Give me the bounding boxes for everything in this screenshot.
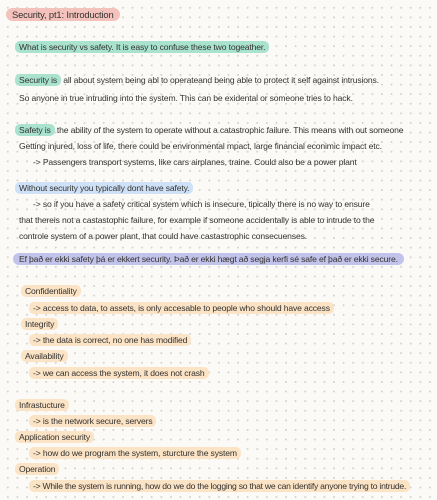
catastrophic-text: that thereis not a castastophic failure, for example if someone accidentally is able to intrude to the — [19, 215, 375, 225]
note-line-infrastructure — [19, 400, 69, 411]
note-line-application-security — [19, 432, 94, 443]
application-security-description: -> how do we program the system, sturcture the system — [29, 447, 241, 459]
note-line-availability-desc — [33, 368, 209, 379]
note-line-safety-question — [19, 42, 269, 53]
note-line-integrity-desc — [33, 335, 191, 346]
note-line-security-cont — [19, 93, 353, 104]
highlight-icelandic-note: Ef það er ekki safety þá er ekkert security. Það er ekki hægt að segja kerfi sé safe ef það er ekki secure. — [13, 253, 404, 265]
note-line-infrastructure-desc — [33, 416, 156, 427]
note-line-availability — [25, 351, 68, 362]
heading-operation: Operation — [15, 463, 59, 475]
note-line-security-def — [19, 75, 379, 86]
security-continuation-text: So anyone in true intruding into the system. This can be exidental or someone tries to hack. — [19, 93, 353, 103]
consequences-text: controle system of a power plant, that could have castastrophic consecuenses. — [19, 231, 307, 241]
infrastructure-description: -> is the network secure, servers — [29, 415, 156, 427]
safety-example-text: -> Passengers transport systems, like cars airplanes, traine. Could also be a power plant — [33, 157, 357, 167]
heading-integrity: Integrity — [21, 318, 58, 330]
note-line-operation — [19, 464, 59, 475]
note-line-critical-system — [33, 199, 370, 210]
heading-infrastructure: Infrastucture — [15, 399, 69, 411]
heading-confidentiality: Confidentiality — [21, 285, 81, 297]
note-line-catastrophic — [19, 215, 374, 226]
confidentiality-description: -> access to data, to assets, is only accesable to people who should have access — [29, 302, 334, 314]
safety-impact-text: Getting injured, loss of life, there could be environmental mpact, large financial econimic impact etc. — [19, 141, 382, 151]
note-line-confidentiality — [25, 286, 81, 297]
highlight-safety-term: Safety is — [15, 124, 55, 136]
safety-definition-text: the ability of the system to operate without a catastrophic failure. This means with out someone — [54, 125, 404, 135]
highlight-security-term: Security is — [15, 74, 61, 86]
highlight-without-security: Without security you typically dont have safety. — [15, 182, 193, 194]
security-definition-text: all about system being abl to operateand being able to protect it self against intrusions. — [61, 75, 379, 85]
critical-system-text: -> so if you have a safety critical system which is insecure, tipically there is no way to ensure — [33, 199, 370, 209]
note-line-consequences — [19, 231, 307, 242]
note-line-without-security — [19, 183, 193, 194]
note-title-line — [12, 9, 120, 20]
note-title: Security, pt1: Introduction — [6, 8, 120, 21]
note-line-confidentiality-desc — [33, 303, 334, 314]
note-line-safety-def — [19, 125, 403, 136]
note-line-safety-impact — [19, 141, 382, 152]
highlight-safety-question: What is security vs safety. It is easy to confuse these two togeather. — [15, 41, 269, 53]
availability-description: -> we can access the system, it does not crash — [29, 367, 209, 379]
heading-availability: Availability — [21, 350, 68, 362]
note-line-safety-example — [33, 157, 357, 168]
note-line-integrity — [25, 319, 58, 330]
heading-application-security: Application security — [15, 431, 94, 443]
operation-description: -> While the system is running, how do we do the logging so that we can identify anyone trying to intrude. — [29, 480, 410, 492]
note-line-icelandic — [19, 254, 404, 265]
note-line-operation-desc — [33, 481, 410, 492]
integrity-description: -> the data is correct, no one has modified — [29, 334, 191, 346]
note-line-application-desc — [33, 448, 241, 459]
